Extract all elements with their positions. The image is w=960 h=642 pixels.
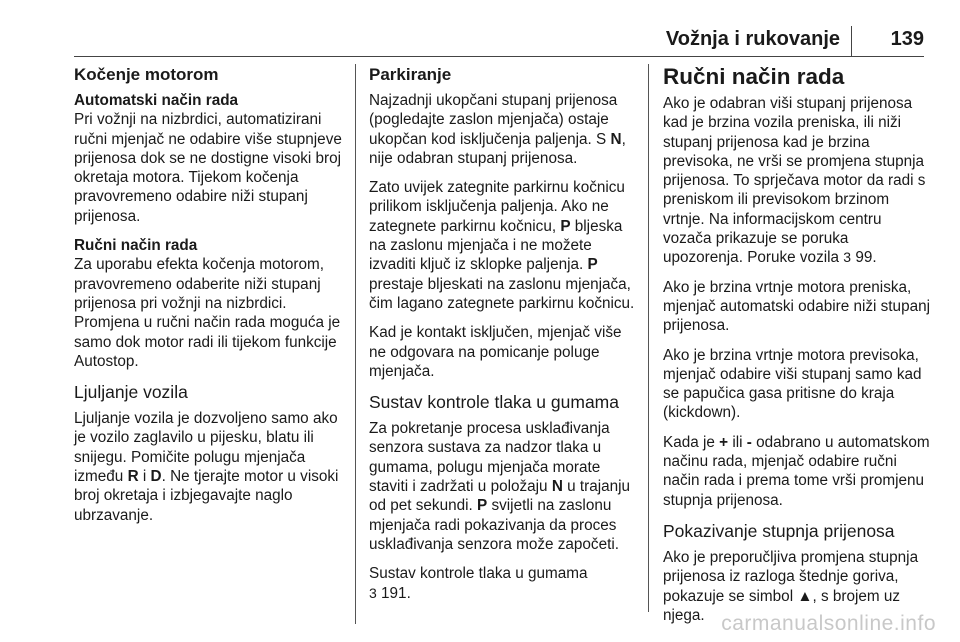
column-divider-left xyxy=(355,64,356,624)
heading-kocenje-motorom: Kočenje motorom xyxy=(74,65,219,84)
reference-arrow-icon: 3 xyxy=(843,249,852,266)
paragraph-rucni: Za uporabu efekta kočenja motorom, pravovremeno odaberite niži stupanj prijenosa pri vožnji na nizbrdici. Promjena u ručni način rada moguća je samo dok motor radi ili tijekom funkcije Autostop. xyxy=(74,256,341,370)
page-header-title: Vožnja i rukovanje xyxy=(665,28,840,50)
paragraph-rucni-3: Ako je brzina vrtnje motora previsoka, mjenjač odabire viši stupanj samo kad se papučica gasa pritisne do kraja (kickdown). xyxy=(663,346,922,422)
paragraph-parkiranje-2: Zato uvijek zategnite parkirnu kočnicu prilikom isključenja paljenja. Ako ne zategnete parkirnu kočnicu, P bljeska na zaslonu mjenjača i ne možete izvaditi ključ iz sklopke paljenja. P prestaje bljeskati na zaslonu mjenjača, čim lagano zategnete parkirnu kočnicu. xyxy=(369,179,635,312)
heading-parkiranje: Parkiranje xyxy=(369,65,452,84)
paragraph-rucni-4: Kada je + ili - odabrano u automatskom načinu rada, mjenjač odabire ručni način rada i prema tome vrši promjenu stupnja prijenosa. xyxy=(663,433,930,509)
heading-pokazivanje: Pokazivanje stupnja prijenosa xyxy=(663,520,895,541)
column-middle xyxy=(369,64,639,613)
subheading-rucni: Ručni način rada xyxy=(74,237,198,255)
paragraph-parkiranje-3: Kad je kontakt isključen, mjenjač više ne odgovara na pomicanje poluge mjenjača. xyxy=(369,324,622,380)
reference-arrow-icon: 3 xyxy=(369,584,377,601)
paragraph-ljuljanje: Ljuljanje vozila je dozvoljeno samo ako je vozilo zaglavilo u pijesku, blatu ili snijegu. Pomičite polugu mjenjača između R i D. Ne tjerajte motor u visoki broj okretaja i izbjegavajte naglo ubrzavanje. xyxy=(74,410,339,524)
heading-sustav-kontrole: Sustav kontrole tlaka u gumama xyxy=(369,392,619,413)
subheading-automatski: Automatski način rada xyxy=(74,92,239,109)
header-divider xyxy=(851,26,852,56)
paragraph-automatski: Pri vožnji na nizbrdici, automatizirani ručni mjenjač ne odabire više stupnjeve prijenosa dok se ne dostigne visoki broj okretaja motora. Tijekom kočenja pravovremeno odabire niži stupanj prijenosa. xyxy=(74,111,342,225)
page-header xyxy=(74,26,924,57)
paragraph-pokazivanje: Ako je preporučljiva promjena stupnja prijenosa iz razloga štednje goriva, pokazuje se simbol ▲, s brojem uz njega. xyxy=(663,548,919,624)
paragraph-rucni-1: Ako je odabran viši stupanj prijenosa kad je brzina vozila preniska, ili niži stupanj prijenosa kad je brzina previsoka, ne vrši se promjena stupnja prijenosa. To sprječava motor da radi s preniskom ili previsokom brzinom vrtnje. Na informacijskom centru vozača prikazuje se poruka upozorenja. Poruke vozila 3 99. xyxy=(663,95,926,267)
paragraph-rucni-2: Ako je brzina vrtnje motora preniska, mjenjač automatski odabire niži stupanj prijenosa. xyxy=(663,278,930,335)
column-right xyxy=(663,64,931,635)
paragraph-parkiranje-1: Najzadnji ukopčani stupanj prijenosa (pogledajte zaslon mjenjača) ostaje ukopčan kod isključenja paljenja. S N, nije odabran stupanj prijenosa. xyxy=(369,92,626,167)
heading-rucni-nacin: Ručni način rada xyxy=(663,64,845,89)
watermark: carmanualsonline.info xyxy=(721,612,936,635)
paragraph-sustav-1: Za pokretanje procesa usklađivanja senzora sustava za nadzor tlaka u gumama, polugu mjenjača morate staviti i zadržati u položaju N u trajanju od pet sekundi. P svijetli na zaslonu mjenjača radi pokazivanja da proces usklađivanja senzora može započeti. xyxy=(369,420,631,553)
page-number: 139 xyxy=(890,28,924,50)
column-left xyxy=(74,64,346,535)
triangle-up-icon: ▲ xyxy=(797,587,813,605)
column-divider-right xyxy=(648,64,649,612)
paragraph-sustav-ref: Sustav kontrole tlaka u gumama 3 191. xyxy=(369,565,588,602)
heading-ljuljanje: Ljuljanje vozila xyxy=(74,382,188,403)
